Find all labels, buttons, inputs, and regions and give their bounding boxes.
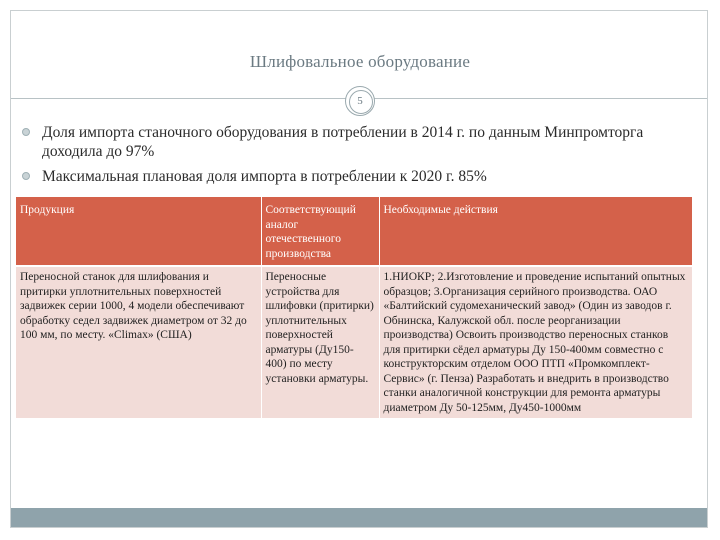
table-row	[16, 266, 692, 418]
cell-actions: 1.НИОКР; 2.Изготовление и проведение испытаний опытных образцов; 3.Организация серийного производства. ОАО «Балтийский судомеханический завод» (Один из заводов г. Обнинска, Калужской обл. после реорганизации производства) Освоить производство переносных станков для притирки сёдел арматуры Ду 150-400мм совместно с конструкторским отделом ООО ПТП «Промкомплект-Сервис» (г. Пенза) Разработать и внедрить в производство станки аналогичной конструкции для ремонта арматуры диаметром Ду 50-125мм, Ду450-1000мм	[379, 266, 692, 418]
cell-product: Переносной станок для шлифования и притирки уплотнительных поверхностей задвижек серии 1000, 4 модели обеспечивают обработку седел задвижек диаметром от 32 до 100 мм, по месту. «Climax» (США)	[16, 266, 261, 418]
bullet-text: Доля импорта станочного оборудования в потреблении в 2014 г. по данным Минпромторга доходила до 97%	[42, 124, 644, 160]
header-actions: Необходимые действия	[379, 197, 692, 266]
bullet-icon	[22, 128, 30, 136]
bullet-item	[20, 167, 700, 186]
header-analog: Соответствующий аналог отечественного производства	[261, 197, 379, 266]
page-title: Шлифовальное оборудование	[249, 52, 471, 71]
table-header-row	[16, 197, 692, 266]
page-number: 5	[357, 95, 363, 107]
bullet-list	[20, 123, 700, 192]
page-number-badge	[345, 86, 375, 116]
bullet-item	[20, 123, 700, 161]
cell-analog: Переносные устройства для шлифовки (притирки) уплотнительных поверхностей арматуры (Ду150-400) по месту установки арматуры.	[261, 266, 379, 418]
bullet-icon	[22, 172, 30, 180]
footer-bar	[11, 508, 707, 527]
header-product: Продукция	[16, 197, 261, 266]
bullet-text: Максимальная плановая доля импорта в потреблении к 2020 г. 85%	[42, 168, 487, 185]
products-table	[16, 197, 693, 418]
